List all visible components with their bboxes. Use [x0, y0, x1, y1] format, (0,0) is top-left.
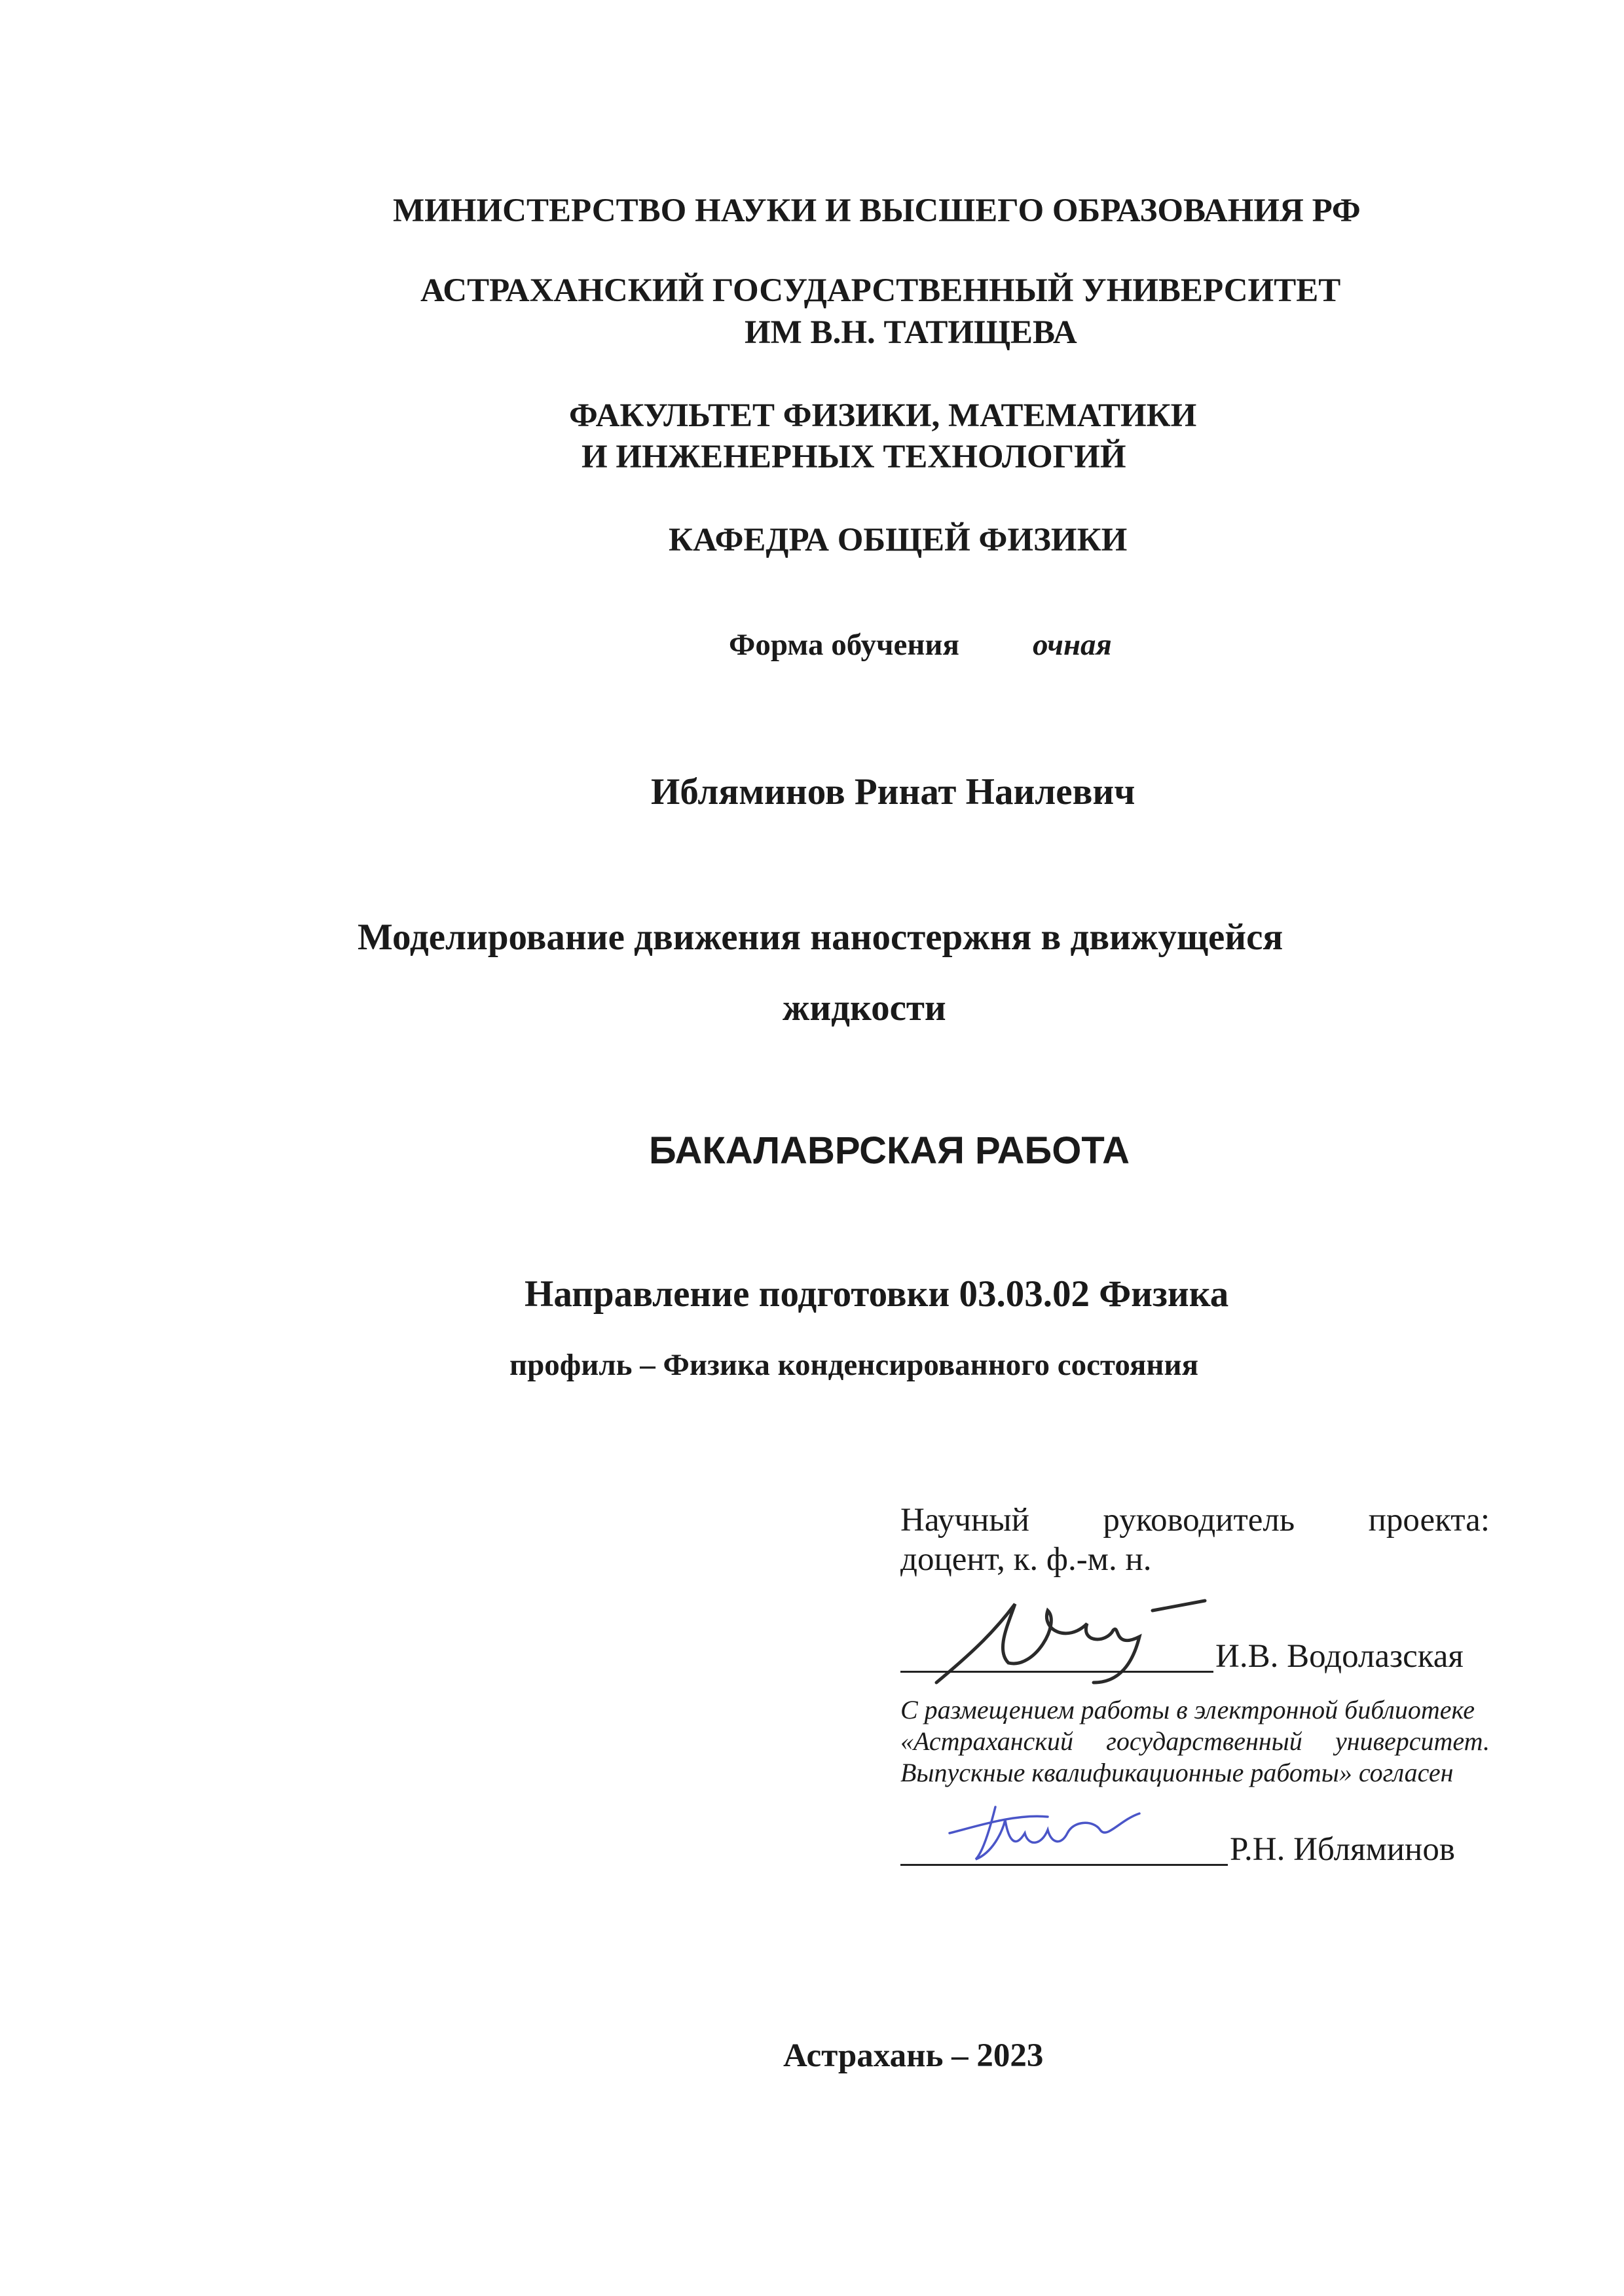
thesis-title-line-1: Моделирование движения наностержня в движущейся — [358, 917, 1283, 958]
direction-text: Направление подготовки 03.03.02 Физика — [525, 1273, 1229, 1315]
consent-word-1: «Астраханский — [900, 1726, 1074, 1756]
supervisor-signature — [917, 1584, 1218, 1689]
consent-text-1: С размещением работы в электронной библиотеке — [900, 1695, 1475, 1724]
consent-line-3 — [900, 1757, 1490, 1789]
consent-line-2 — [900, 1726, 1490, 1757]
supervisor-role — [900, 1501, 1490, 1540]
university-line-2: ИМ В.Н. ТАТИЩЕВА — [745, 314, 1077, 351]
study-form-value: очная — [1033, 628, 1112, 662]
thesis-title-line-2: жидкости — [783, 987, 946, 1029]
work-type: БАКАЛАВРСКАЯ РАБОТА — [649, 1129, 1130, 1172]
student-signature — [943, 1794, 1153, 1872]
faculty-line-2: И ИНЖЕНЕРНЫХ ТЕХНОЛОГИЙ — [581, 439, 1126, 475]
student-signature-line — [900, 1864, 1228, 1866]
study-form-label: Форма обучения — [729, 628, 959, 662]
supervisor-role-word-2: руководитель — [1103, 1502, 1295, 1539]
faculty-line-1: ФАКУЛЬТЕТ ФИЗИКИ, МАТЕМАТИКИ — [569, 397, 1197, 434]
supervisor-role-word-1: Научный — [900, 1502, 1029, 1539]
department-text: КАФЕДРА ОБЩЕЙ ФИЗИКИ — [669, 522, 1128, 558]
supervisor-role-word-3: проекта: — [1368, 1502, 1490, 1539]
consent-text-3: Выпускные квалификационные работы» согласен — [900, 1758, 1454, 1787]
profile-text: профиль – Физика конденсированного состояния — [509, 1348, 1199, 1382]
student-name: Р.Н. Ибляминов — [1230, 1831, 1455, 1868]
supervisor-name: И.В. Водолазская — [1215, 1638, 1464, 1675]
author-name: Ибляминов Ринат Наилевич — [651, 771, 1135, 812]
supervisor-degree — [900, 1540, 1490, 1579]
city-year: Астрахань – 2023 — [783, 2037, 1044, 2074]
consent-word-3: университет. — [1335, 1726, 1490, 1756]
consent-line-1 — [900, 1694, 1490, 1726]
ministry-text: МИНИСТЕРСТВО НАУКИ И ВЫСШЕГО ОБРАЗОВАНИЯ РФ — [393, 192, 1361, 229]
supervisor-degree-text: доцент, к. ф.-м. н. — [900, 1541, 1152, 1578]
university-line-1: АСТРАХАНСКИЙ ГОСУДАРСТВЕННЫЙ УНИВЕРСИТЕТ — [420, 272, 1341, 309]
supervisor-signature-line — [900, 1671, 1213, 1673]
consent-word-2: государственный — [1106, 1726, 1302, 1756]
